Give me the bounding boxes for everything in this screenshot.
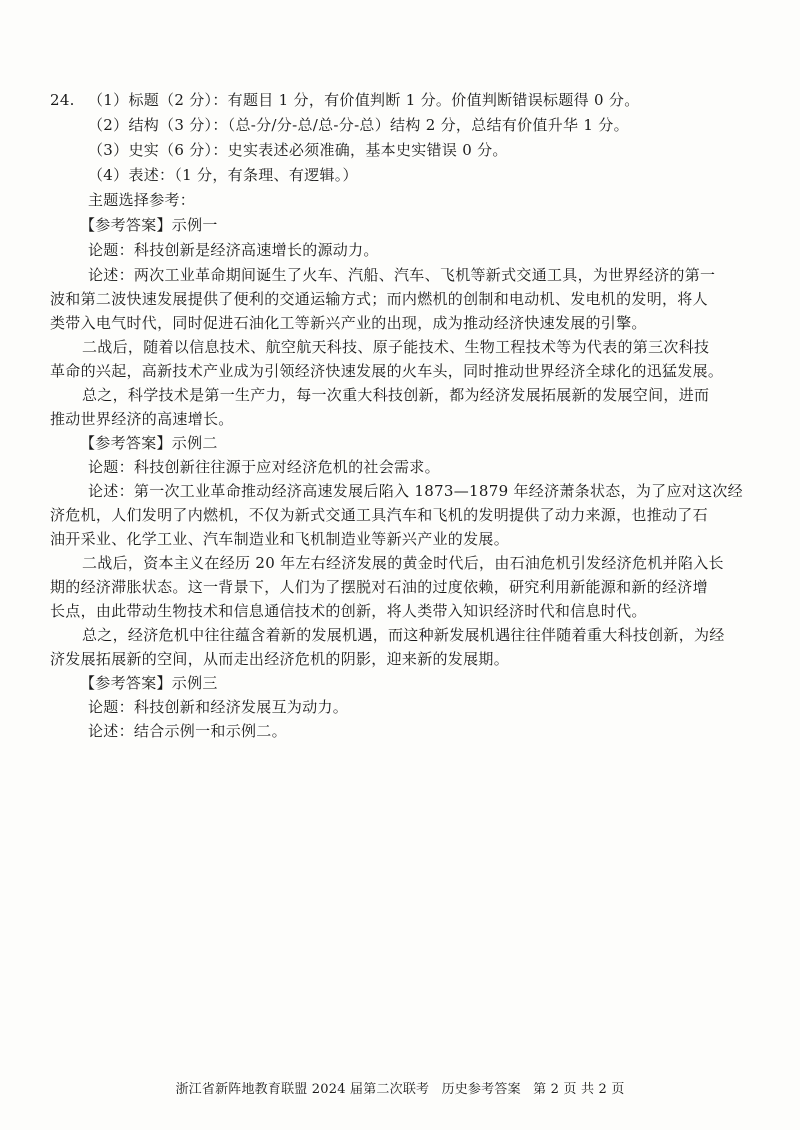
example2-p3-line: 济发展拓展新的空间，从而走出经济危机的阴影，迎来新的发展期。: [50, 650, 510, 668]
example2-p1-line: 济危机，人们发明了内燃机，不仅为新式交通工具汽车和飞机的发明提供了动力来源，也推动了石: [50, 506, 708, 524]
scoring-line-1: 24. （1）标题（2 分）：有题目 1 分，有价值判断 1 分。价值判断错误标题得 0 分。: [50, 91, 640, 109]
example2-p2-line: 长点，由此带动生物技术和信息通信技术的创新，将人类带入知识经济时代和信息时代。: [50, 602, 647, 620]
example1-thesis: 论题：科技创新是经济高速增长的源动力。: [88, 241, 379, 259]
scoring-line-2: （2）结构（3 分）：（总-分/分-总/总-分-总）结构 2 分，总结有价值升华 1 分。: [88, 116, 629, 134]
theme-heading: 主题选择参考：: [88, 191, 196, 209]
example2-p1-line: 油开采业、化学工业、汽车制造业和飞机制造业等新兴产业的发展。: [50, 530, 510, 548]
example1-p1-line: 论述：两次工业革命期间诞生了火车、汽船、汽车、飞机等新式交通工具，为世界经济的第一: [88, 266, 716, 284]
example2-heading: 【参考答案】示例二: [80, 434, 218, 452]
example1-p3-line: 推动世界经济的高速增长。: [50, 410, 234, 428]
example3-argument: 论述：结合示例一和示例二。: [88, 722, 287, 740]
footer-exam: 浙江省新阵地教育联盟 2024 届第二次联考: [175, 1082, 430, 1097]
footer-subject: 历史参考答案: [441, 1082, 521, 1097]
example1-p3-line: 总之，科学技术是第一生产力，每一次重大科技创新，都为经济发展拓展新的发展空间，进而: [82, 386, 710, 404]
example1-p2-line: 革命的兴起，高新技术产业成为引领经济快速发展的火车头，同时推动世界经济全球化的迅猛发展。: [50, 362, 724, 380]
example1-heading: 【参考答案】示例一: [80, 216, 218, 234]
footer-page-number: 第 2 页 共 2 页: [533, 1082, 625, 1097]
example2-p2-line: 二战后，资本主义在经历 20 年左右经济发展的黄金时代后，由石油危机引发经济危机并陷入长: [82, 554, 724, 572]
example1-p2-line: 二战后，随着以信息技术、航空航天科技、原子能技术、生物工程技术等为代表的第三次科技: [82, 338, 710, 356]
example3-thesis: 论题：科技创新和经济发展互为动力。: [88, 698, 349, 716]
example2-p1-line: 论述：第一次工业革命推动经济高速发展后陷入 1873—1879 年经济萧条状态，为了应对这次经: [88, 482, 743, 500]
page-footer: [0, 1081, 800, 1099]
scoring-line-3: （3）史实（6 分）：史实表述必须准确，基本史实错误 0 分。: [88, 141, 508, 159]
example1-p1-line: 类带入电气时代，同时促进石油化工等新兴产业的出现，成为推动经济快速发展的引擎。: [50, 314, 647, 332]
example2-p2-line: 期的经济滞胀状态。这一背景下，人们为了摆脱对石油的过度依赖，研究利用新能源和新的经济增: [50, 578, 708, 596]
question-number: 24.: [50, 91, 75, 109]
example2-p3-line: 总之，经济危机中往往蕴含着新的发展机遇，而这种新发展机遇往往伴随着重大科技创新，为经: [82, 626, 725, 644]
example3-heading: 【参考答案】示例三: [80, 674, 218, 692]
example1-p1-line: 波和第二波快速发展提供了便利的交通运输方式；而内燃机的创制和电动机、发电机的发明，将人: [50, 290, 708, 308]
example2-thesis: 论题：科技创新往往源于应对经济危机的社会需求。: [88, 458, 440, 476]
scoring-line-4: （4）表述：（1 分，有条理、有逻辑。）: [88, 166, 358, 184]
